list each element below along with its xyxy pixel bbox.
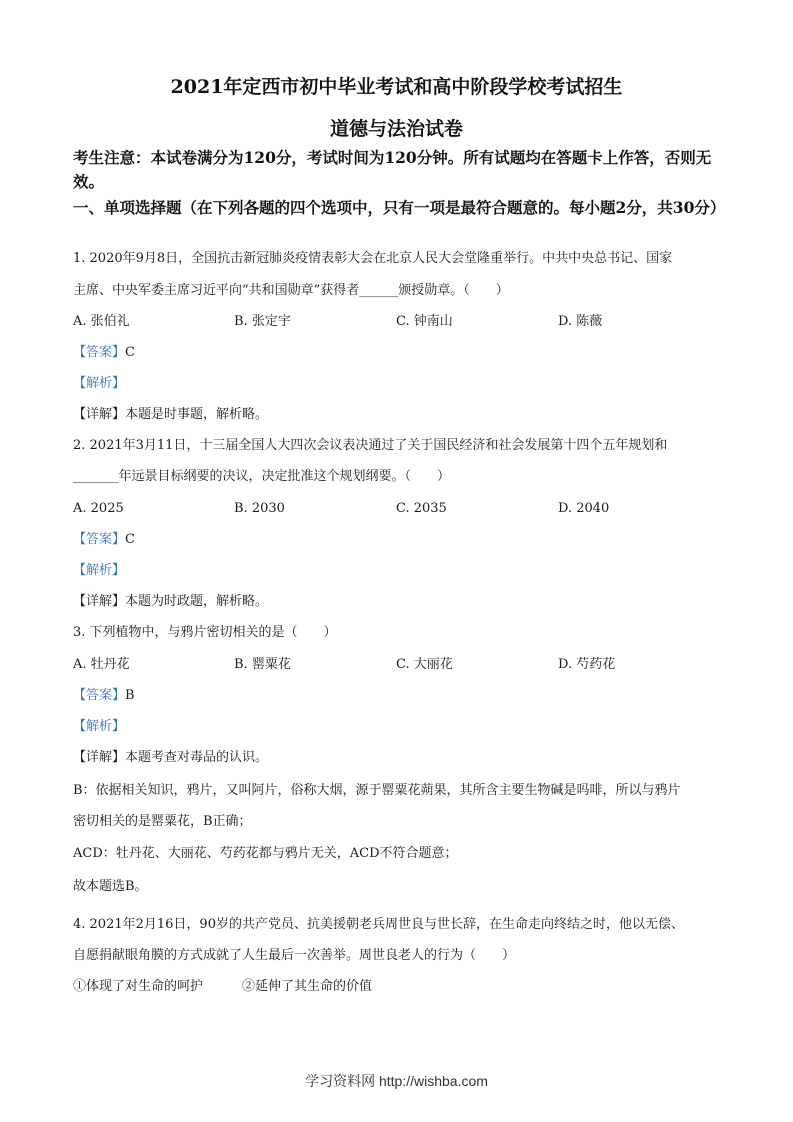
q2-answer [73,531,723,549]
q3-answer-value: B [125,688,135,703]
answer-tag: 【答案】 [73,688,126,703]
q1-stem-line2: 主席、中央军委主席习近平向“共和国勋章”获得者______颁授勋章。（ ） [73,283,509,298]
q2-option-d: D. 2040 [558,501,610,516]
q1-analysis [73,375,723,393]
q3-explanation-line2: 密切相关的是罂粟花，B正确； [73,814,252,829]
q1-option-a: A. 张伯礼 [73,314,130,329]
q4-stem-line2: 自愿捐献眼角膜的方式成就了人生最后一次善举。周世良老人的行为（ ） [73,948,516,963]
q1-detail-text: 本题是时事题，解析略。 [125,407,269,422]
analysis-tag: 【解析】 [73,719,126,734]
q3-analysis [73,718,723,736]
q1-answer [73,344,723,362]
q2-stem-line1: 2. 2021年3月11日，十三届全国人大四次会议表决通过了关于国民经济和社会发展第十四个五年规划和 [73,438,668,453]
detail-tag: 【详解】 [73,750,126,765]
q1-stem-line1: 1. 2020年9月8日，全国抗击新冠肺炎疫情表彰大会在北京人民大会堂隆重举行。中共中央总书记、国家 [73,251,673,266]
q3-explanation-line4: 故本题选B。 [73,879,148,894]
q1-detail [73,406,723,424]
q1-answer-value: C [125,345,135,360]
analysis-tag: 【解析】 [73,563,126,578]
q3-explanation-line1: B：依据相关知识，鸦片，又叫阿片，俗称大烟，源于罂粟花蒴果，其所含主要生物碱是吗啡，所以与鸦片 [73,783,681,798]
detail-tag: 【详解】 [73,594,126,609]
q4-statements: ①体现了对生命的呵护 ②延伸了其生命的价值 [73,979,373,994]
q3-option-b: B. 罂粟花 [234,657,291,672]
q3-option-a: A. 牡丹花 [73,657,130,672]
q2-stem-line2: _______年远景目标纲要的决议，决定批准这个规划纲要。（ ） [73,469,451,484]
q3-detail-text: 本题考查对毒品的认识。 [125,750,269,765]
q2-detail-text: 本题为时政题，解析略。 [125,594,269,609]
q2-analysis [73,562,723,580]
exam-title: 2021年定西市初中毕业考试和高中阶段学校考试招生 [170,76,623,98]
q4-stem-line1: 4. 2021年2月16日，90岁的共产党员、抗美援朝老兵周世良与世长辞，在生命走向终结之时，他以无偿、 [73,917,684,932]
q3-explanation-line3: ACD：牡丹花、大丽花、芍药花都与鸦片无关，ACD不符合题意； [73,846,458,861]
q3-option-d: D. 芍药花 [558,657,616,672]
answer-tag: 【答案】 [73,345,126,360]
q1-option-d: D. 陈薇 [558,314,603,329]
footer-watermark: 学习资料网 http://wishba.com [305,1073,488,1089]
q3-option-c: C. 大丽花 [396,657,453,672]
q2-detail [73,593,723,611]
q3-detail [73,749,723,767]
section-heading: 一、单项选择题（在下列各题的四个选项中，只有一项是最符合题意的。每小题2分，共30分） [73,198,726,217]
q3-stem: 3. 下列植物中，与鸦片密切相关的是（ ） [73,625,337,640]
q2-option-b: B. 2030 [234,501,285,516]
exam-notice: 考生注意：本试卷满分为120分，考试时间为120分钟。所有试题均在答题卡上作答，否则无效。 [73,148,712,191]
q2-option-c: C. 2035 [396,501,447,516]
q3-answer [73,687,723,705]
q2-answer-value: C [125,532,135,547]
q2-option-a: A. 2025 [73,501,124,516]
answer-tag: 【答案】 [73,532,126,547]
q1-option-b: B. 张定宇 [234,314,291,329]
exam-subtitle: 道德与法治试卷 [329,118,463,140]
detail-tag: 【详解】 [73,407,126,422]
q1-option-c: C. 钟南山 [396,314,453,329]
analysis-tag: 【解析】 [73,376,126,391]
